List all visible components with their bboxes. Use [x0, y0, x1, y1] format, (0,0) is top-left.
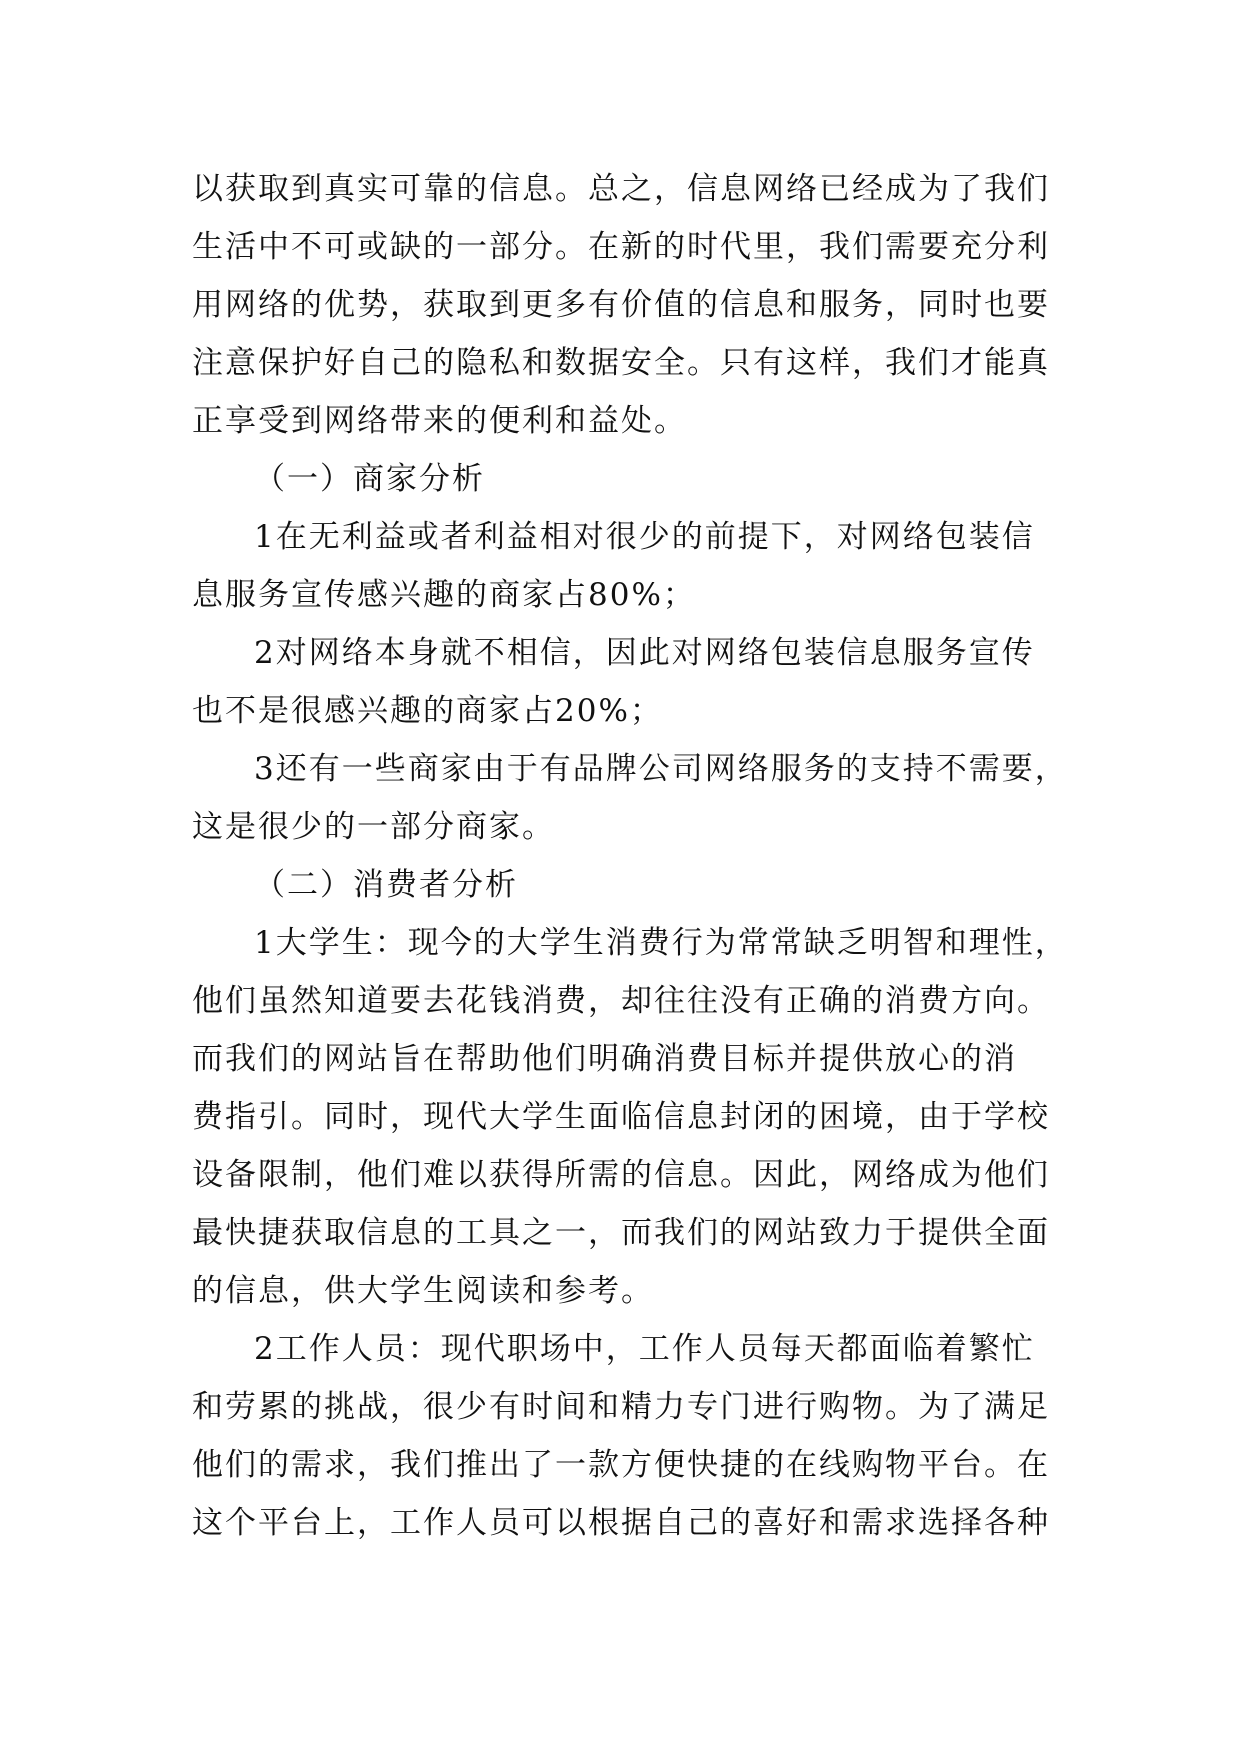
body-line: 他们的需求，我们推出了一款方便快捷的在线购物平台。在: [192, 1447, 1050, 1483]
body-line: 用网络的优势，获取到更多有价值的信息和服务，同时也要: [192, 287, 1050, 323]
document-body: [192, 160, 1072, 1552]
body-line: 最快捷获取信息的工具之一，而我们的网站致力于提供全面: [192, 1215, 1050, 1251]
body-line: 息服务宣传感兴趣的商家占80%；: [192, 577, 696, 613]
body-line: 他们虽然知道要去花钱消费，却往往没有正确的消费方向。: [192, 983, 1050, 1019]
body-line: 以获取到真实可靠的信息。总之，信息网络已经成为了我们: [192, 171, 1050, 207]
list-item-2-start: 2对网络本身就不相信，因此对网络包装信息服务宣传: [254, 635, 1035, 671]
section-heading-consumer-analysis: （二）消费者分析: [254, 867, 518, 903]
body-line: 也不是很感兴趣的商家占20%；: [192, 693, 663, 729]
body-line: 生活中不可或缺的一部分。在新的时代里，我们需要充分利: [192, 229, 1050, 265]
body-line: 注意保护好自己的隐私和数据安全。只有这样，我们才能真: [192, 345, 1050, 381]
body-line: 费指引。同时，现代大学生面临信息封闭的困境，由于学校: [192, 1099, 1050, 1135]
body-line: 而我们的网站旨在帮助他们明确消费目标并提供放心的消: [192, 1041, 1017, 1077]
list-item-1-start: 1在无利益或者利益相对很少的前提下，对网络包装信: [254, 519, 1035, 555]
body-line: 设备限制，他们难以获得所需的信息。因此，网络成为他们: [192, 1157, 1050, 1193]
consumer-item-2-start: 2工作人员：现代职场中，工作人员每天都面临着繁忙: [254, 1331, 1035, 1367]
body-line: 这是很少的一部分商家。: [192, 809, 555, 845]
body-line: 这个平台上，工作人员可以根据自己的喜好和需求选择各种: [192, 1505, 1050, 1541]
body-line: 正享受到网络带来的便利和益处。: [192, 403, 687, 439]
section-heading-merchant-analysis: （一）商家分析: [254, 461, 485, 497]
body-line: 和劳累的挑战，很少有时间和精力专门进行购物。为了满足: [192, 1389, 1050, 1425]
body-line: 的信息，供大学生阅读和参考。: [192, 1273, 654, 1309]
list-item-3-start: 3还有一些商家由于有品牌公司网络服务的支持不需要，: [254, 751, 1068, 787]
consumer-item-1-start: 1大学生：现今的大学生消费行为常常缺乏明智和理性，: [254, 925, 1068, 961]
